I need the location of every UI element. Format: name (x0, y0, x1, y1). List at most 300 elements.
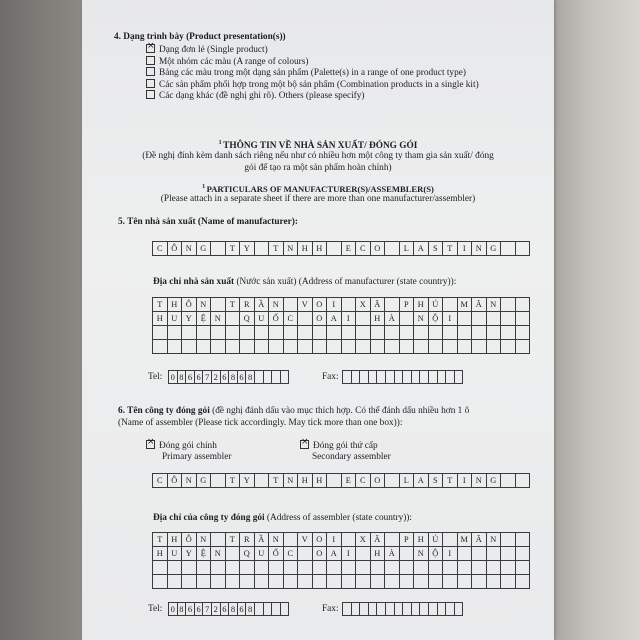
address-cell[interactable] (486, 561, 501, 575)
address-cell[interactable] (167, 561, 182, 575)
address-cell[interactable] (428, 561, 443, 575)
presentation-checkbox[interactable] (146, 79, 155, 88)
address-cell[interactable] (501, 575, 516, 589)
fax-cell[interactable] (368, 371, 377, 384)
address-cell[interactable]: T (153, 298, 168, 312)
address-cell[interactable]: O (312, 547, 327, 561)
address-cell[interactable] (486, 340, 501, 354)
address-cell[interactable] (298, 575, 313, 589)
address-cell[interactable] (515, 312, 530, 326)
address-cell[interactable] (443, 298, 458, 312)
address-cell[interactable]: P (399, 298, 414, 312)
name-cell[interactable]: Y (240, 474, 255, 488)
address-cell[interactable] (283, 298, 298, 312)
address-cell[interactable] (457, 547, 472, 561)
name-cell[interactable]: L (399, 242, 414, 256)
address-cell[interactable] (515, 533, 530, 547)
address-cell[interactable] (225, 312, 240, 326)
address-cell[interactable] (356, 340, 371, 354)
address-cell[interactable]: Ộ (428, 547, 443, 561)
address-cell[interactable] (211, 575, 226, 589)
address-cell[interactable]: N (486, 298, 501, 312)
address-cell[interactable]: V (298, 298, 313, 312)
address-cell[interactable] (443, 561, 458, 575)
address-cell[interactable] (515, 561, 530, 575)
address-cell[interactable] (341, 561, 356, 575)
address-cell[interactable] (211, 533, 226, 547)
address-cell[interactable] (515, 326, 530, 340)
address-cell[interactable] (254, 340, 269, 354)
fax-cell[interactable] (360, 371, 369, 384)
address-cell[interactable] (312, 340, 327, 354)
name-cell[interactable] (515, 242, 530, 256)
presentation-checkbox[interactable] (146, 90, 155, 99)
tel-cell[interactable]: 8 (246, 603, 255, 616)
tel-cell[interactable]: 2 (211, 371, 220, 384)
address-cell[interactable] (312, 326, 327, 340)
address-cell[interactable] (385, 561, 400, 575)
address-cell[interactable] (341, 340, 356, 354)
address-cell[interactable] (254, 575, 269, 589)
fax-cell[interactable] (428, 371, 437, 384)
address-cell[interactable]: N (414, 312, 429, 326)
name-cell[interactable]: T (225, 242, 240, 256)
primary-assembler-checkbox[interactable] (146, 440, 155, 449)
address-cell[interactable]: I (443, 312, 458, 326)
address-cell[interactable]: Q (240, 312, 255, 326)
tel-cell[interactable] (280, 371, 289, 384)
address-cell[interactable]: N (211, 312, 226, 326)
address-cell[interactable] (225, 326, 240, 340)
tel-cell[interactable]: 0 (169, 603, 178, 616)
name-cell[interactable]: Ô (167, 474, 182, 488)
fax-cell[interactable] (403, 371, 412, 384)
address-cell[interactable] (501, 298, 516, 312)
tel-cell[interactable]: 6 (220, 603, 229, 616)
address-cell[interactable] (399, 575, 414, 589)
address-cell[interactable] (298, 326, 313, 340)
address-cell[interactable] (414, 561, 429, 575)
presentation-checkbox[interactable] (146, 44, 155, 53)
address-cell[interactable] (196, 575, 211, 589)
name-cell[interactable]: Ô (167, 242, 182, 256)
address-cell[interactable] (153, 561, 168, 575)
address-cell[interactable]: U (254, 312, 269, 326)
address-cell[interactable] (327, 340, 342, 354)
fax-cell[interactable] (437, 371, 446, 384)
address-cell[interactable] (167, 575, 182, 589)
name-cell[interactable]: N (472, 474, 487, 488)
address-cell[interactable] (428, 575, 443, 589)
address-cell[interactable] (240, 340, 255, 354)
fax-cell[interactable] (446, 603, 455, 616)
address-cell[interactable] (501, 312, 516, 326)
name-cell[interactable] (327, 242, 342, 256)
address-cell[interactable]: Ã (370, 298, 385, 312)
fax-cell[interactable] (394, 371, 403, 384)
address-cell[interactable] (240, 575, 255, 589)
address-cell[interactable] (370, 561, 385, 575)
address-cell[interactable] (501, 326, 516, 340)
address-cell[interactable]: Ã (472, 533, 487, 547)
address-cell[interactable]: M (457, 533, 472, 547)
address-cell[interactable] (457, 326, 472, 340)
address-cell[interactable] (472, 561, 487, 575)
address-cell[interactable]: R (240, 298, 255, 312)
address-cell[interactable]: Ầ (254, 533, 269, 547)
address-cell[interactable]: T (153, 533, 168, 547)
presentation-checkbox[interactable] (146, 56, 155, 65)
address-cell[interactable]: T (225, 533, 240, 547)
address-cell[interactable] (225, 575, 240, 589)
address-cell[interactable] (486, 547, 501, 561)
name-cell[interactable] (501, 242, 516, 256)
address-cell[interactable]: U (167, 547, 182, 561)
address-cell[interactable] (283, 340, 298, 354)
fax-cell[interactable] (385, 603, 394, 616)
name-cell[interactable]: L (399, 474, 414, 488)
address-cell[interactable] (486, 312, 501, 326)
fax-cell[interactable] (394, 603, 403, 616)
address-cell[interactable]: N (414, 547, 429, 561)
fax-cell[interactable] (411, 371, 420, 384)
name-cell[interactable]: H (312, 474, 327, 488)
address-cell[interactable] (385, 575, 400, 589)
address-cell[interactable] (182, 340, 197, 354)
name-cell[interactable]: G (486, 242, 501, 256)
name-cell[interactable]: S (428, 242, 443, 256)
address-cell[interactable] (341, 326, 356, 340)
address-cell[interactable] (341, 533, 356, 547)
name-cell[interactable]: T (443, 242, 458, 256)
address-cell[interactable] (501, 533, 516, 547)
address-cell[interactable] (225, 561, 240, 575)
address-cell[interactable] (356, 547, 371, 561)
name-cell[interactable]: S (428, 474, 443, 488)
address-cell[interactable] (414, 340, 429, 354)
fax-cell[interactable] (454, 371, 463, 384)
tel-cell[interactable]: 6 (220, 371, 229, 384)
address-cell[interactable] (515, 298, 530, 312)
address-cell[interactable] (269, 561, 284, 575)
name-cell[interactable]: Y (240, 242, 255, 256)
address-cell[interactable] (428, 340, 443, 354)
address-cell[interactable]: H (167, 533, 182, 547)
name-cell[interactable] (385, 474, 400, 488)
address-cell[interactable] (457, 561, 472, 575)
address-cell[interactable] (211, 298, 226, 312)
address-cell[interactable]: Y (182, 312, 197, 326)
name-cell[interactable]: T (225, 474, 240, 488)
address-cell[interactable]: T (225, 298, 240, 312)
tel-cell[interactable]: 2 (211, 603, 220, 616)
address-cell[interactable]: M (457, 298, 472, 312)
name-cell[interactable]: N (182, 474, 197, 488)
tel-cell[interactable]: 6 (186, 371, 195, 384)
address-cell[interactable] (153, 340, 168, 354)
address-cell[interactable] (472, 340, 487, 354)
address-cell[interactable] (356, 575, 371, 589)
fax-cell[interactable] (437, 603, 446, 616)
name-cell[interactable] (385, 242, 400, 256)
address-cell[interactable]: H (153, 312, 168, 326)
address-cell[interactable]: N (269, 298, 284, 312)
address-cell[interactable]: H (153, 547, 168, 561)
address-cell[interactable] (443, 575, 458, 589)
address-cell[interactable] (327, 575, 342, 589)
address-cell[interactable]: P (399, 533, 414, 547)
address-cell[interactable] (167, 326, 182, 340)
address-cell[interactable] (443, 533, 458, 547)
tel-cell[interactable]: 8 (177, 603, 186, 616)
address-cell[interactable] (254, 326, 269, 340)
address-cell[interactable]: U (167, 312, 182, 326)
address-cell[interactable] (211, 326, 226, 340)
fax-cell[interactable] (377, 371, 386, 384)
address-cell[interactable] (269, 575, 284, 589)
tel-cell[interactable]: 8 (246, 371, 255, 384)
address-cell[interactable] (298, 561, 313, 575)
name-cell[interactable]: C (153, 242, 168, 256)
fax-cell[interactable] (411, 603, 420, 616)
address-cell[interactable] (225, 340, 240, 354)
address-cell[interactable] (486, 575, 501, 589)
tel-cell[interactable]: 8 (229, 371, 238, 384)
address-cell[interactable] (312, 575, 327, 589)
address-cell[interactable]: O (312, 312, 327, 326)
name-cell[interactable]: G (486, 474, 501, 488)
address-cell[interactable]: Ã (370, 533, 385, 547)
address-cell[interactable] (370, 326, 385, 340)
address-cell[interactable] (341, 575, 356, 589)
address-cell[interactable] (457, 312, 472, 326)
address-cell[interactable]: À (385, 312, 400, 326)
address-cell[interactable]: C (283, 547, 298, 561)
address-cell[interactable] (385, 298, 400, 312)
address-cell[interactable] (225, 547, 240, 561)
address-cell[interactable]: Ầ (254, 298, 269, 312)
tel-cell[interactable] (263, 371, 272, 384)
tel-cell[interactable]: 6 (194, 603, 203, 616)
address-cell[interactable] (327, 326, 342, 340)
address-cell[interactable] (399, 547, 414, 561)
address-cell[interactable]: N (486, 533, 501, 547)
tel-cell[interactable]: 6 (237, 371, 246, 384)
address-cell[interactable]: H (414, 298, 429, 312)
fax-cell[interactable] (343, 371, 352, 384)
address-cell[interactable]: U (254, 547, 269, 561)
address-cell[interactable] (283, 561, 298, 575)
address-cell[interactable] (182, 561, 197, 575)
name-cell[interactable] (211, 242, 226, 256)
address-cell[interactable] (341, 298, 356, 312)
fax-cell[interactable] (368, 603, 377, 616)
name-cell[interactable]: A (414, 474, 429, 488)
fax-cell[interactable] (351, 603, 360, 616)
address-cell[interactable]: N (196, 533, 211, 547)
address-cell[interactable]: X (356, 298, 371, 312)
address-cell[interactable] (501, 547, 516, 561)
address-cell[interactable] (399, 340, 414, 354)
address-cell[interactable] (457, 575, 472, 589)
address-cell[interactable]: Ú (428, 533, 443, 547)
name-cell[interactable]: G (196, 474, 211, 488)
name-cell[interactable]: A (414, 242, 429, 256)
address-cell[interactable]: I (341, 547, 356, 561)
tel-cell[interactable]: 7 (203, 603, 212, 616)
address-cell[interactable] (167, 340, 182, 354)
address-cell[interactable]: Ố (269, 312, 284, 326)
name-cell[interactable]: H (312, 242, 327, 256)
name-cell[interactable]: O (370, 242, 385, 256)
address-cell[interactable]: N (211, 547, 226, 561)
address-cell[interactable] (327, 561, 342, 575)
address-cell[interactable]: N (269, 533, 284, 547)
name-cell[interactable] (254, 242, 269, 256)
address-cell[interactable] (443, 340, 458, 354)
address-cell[interactable] (356, 561, 371, 575)
presentation-checkbox[interactable] (146, 67, 155, 76)
name-cell[interactable] (501, 474, 516, 488)
fax-cell[interactable] (377, 603, 386, 616)
fax-cell[interactable] (403, 603, 412, 616)
address-cell[interactable] (370, 575, 385, 589)
name-cell[interactable]: E (341, 242, 356, 256)
address-cell[interactable]: I (327, 533, 342, 547)
address-cell[interactable] (414, 575, 429, 589)
fax-cell[interactable] (360, 603, 369, 616)
address-cell[interactable] (356, 326, 371, 340)
address-cell[interactable]: N (196, 298, 211, 312)
tel-cell[interactable]: 8 (229, 603, 238, 616)
address-cell[interactable] (472, 326, 487, 340)
address-cell[interactable] (153, 575, 168, 589)
name-cell[interactable]: I (457, 474, 472, 488)
name-cell[interactable]: N (283, 242, 298, 256)
address-cell[interactable] (501, 561, 516, 575)
address-cell[interactable] (399, 312, 414, 326)
tel-cell[interactable] (254, 371, 263, 384)
address-cell[interactable]: A (327, 312, 342, 326)
name-cell[interactable] (254, 474, 269, 488)
address-cell[interactable] (312, 561, 327, 575)
secondary-assembler-checkbox[interactable] (300, 440, 309, 449)
tel-cell[interactable] (263, 603, 272, 616)
fax-cell[interactable] (343, 603, 352, 616)
address-cell[interactable] (269, 340, 284, 354)
address-cell[interactable] (370, 340, 385, 354)
fax-cell[interactable] (454, 603, 463, 616)
tel-cell[interactable]: 7 (203, 371, 212, 384)
address-cell[interactable] (283, 575, 298, 589)
address-cell[interactable] (298, 340, 313, 354)
address-cell[interactable] (196, 340, 211, 354)
fax-cell[interactable] (351, 371, 360, 384)
tel-cell[interactable] (254, 603, 263, 616)
address-cell[interactable]: O (312, 298, 327, 312)
address-cell[interactable]: Ô (182, 298, 197, 312)
address-cell[interactable] (269, 326, 284, 340)
name-cell[interactable] (327, 474, 342, 488)
fax-cell[interactable] (420, 603, 429, 616)
name-cell[interactable]: H (298, 242, 313, 256)
address-cell[interactable] (196, 561, 211, 575)
address-cell[interactable]: O (312, 533, 327, 547)
name-cell[interactable]: T (269, 474, 284, 488)
address-cell[interactable] (457, 340, 472, 354)
address-cell[interactable] (515, 340, 530, 354)
address-cell[interactable]: Ã (472, 298, 487, 312)
address-cell[interactable] (283, 326, 298, 340)
name-cell[interactable]: T (443, 474, 458, 488)
address-cell[interactable] (196, 326, 211, 340)
address-cell[interactable]: Y (182, 547, 197, 561)
address-cell[interactable]: H (167, 298, 182, 312)
tel-cell[interactable]: 6 (186, 603, 195, 616)
address-cell[interactable]: I (443, 547, 458, 561)
address-cell[interactable]: Ố (269, 547, 284, 561)
name-cell[interactable]: C (153, 474, 168, 488)
address-cell[interactable] (298, 312, 313, 326)
name-cell[interactable]: O (370, 474, 385, 488)
address-cell[interactable] (298, 547, 313, 561)
address-cell[interactable] (385, 533, 400, 547)
address-cell[interactable] (443, 326, 458, 340)
address-cell[interactable] (472, 547, 487, 561)
name-cell[interactable]: G (196, 242, 211, 256)
address-cell[interactable] (385, 326, 400, 340)
fax-cell[interactable] (428, 603, 437, 616)
address-cell[interactable] (182, 575, 197, 589)
address-cell[interactable] (240, 326, 255, 340)
address-cell[interactable] (501, 340, 516, 354)
address-cell[interactable] (486, 326, 501, 340)
address-cell[interactable]: C (283, 312, 298, 326)
address-cell[interactable]: I (341, 312, 356, 326)
address-cell[interactable] (515, 547, 530, 561)
address-cell[interactable]: V (298, 533, 313, 547)
name-cell[interactable]: E (341, 474, 356, 488)
address-cell[interactable] (211, 340, 226, 354)
address-cell[interactable] (211, 561, 226, 575)
name-cell[interactable]: C (356, 474, 371, 488)
address-cell[interactable]: A (327, 547, 342, 561)
address-cell[interactable]: Ệ (196, 312, 211, 326)
fax-cell[interactable] (420, 371, 429, 384)
tel-cell[interactable] (272, 371, 281, 384)
address-cell[interactable] (515, 575, 530, 589)
address-cell[interactable]: R (240, 533, 255, 547)
name-cell[interactable]: N (182, 242, 197, 256)
address-cell[interactable] (399, 561, 414, 575)
address-cell[interactable]: À (385, 547, 400, 561)
address-cell[interactable]: Q (240, 547, 255, 561)
address-cell[interactable] (283, 533, 298, 547)
address-cell[interactable] (472, 312, 487, 326)
address-cell[interactable]: Ú (428, 298, 443, 312)
address-cell[interactable] (385, 340, 400, 354)
name-cell[interactable]: N (472, 242, 487, 256)
name-cell[interactable]: T (269, 242, 284, 256)
address-cell[interactable]: H (414, 533, 429, 547)
address-cell[interactable]: Ô (182, 533, 197, 547)
address-cell[interactable] (254, 561, 269, 575)
address-cell[interactable] (182, 326, 197, 340)
address-cell[interactable]: H (370, 312, 385, 326)
name-cell[interactable] (211, 474, 226, 488)
fax-cell[interactable] (446, 371, 455, 384)
name-cell[interactable]: N (283, 474, 298, 488)
